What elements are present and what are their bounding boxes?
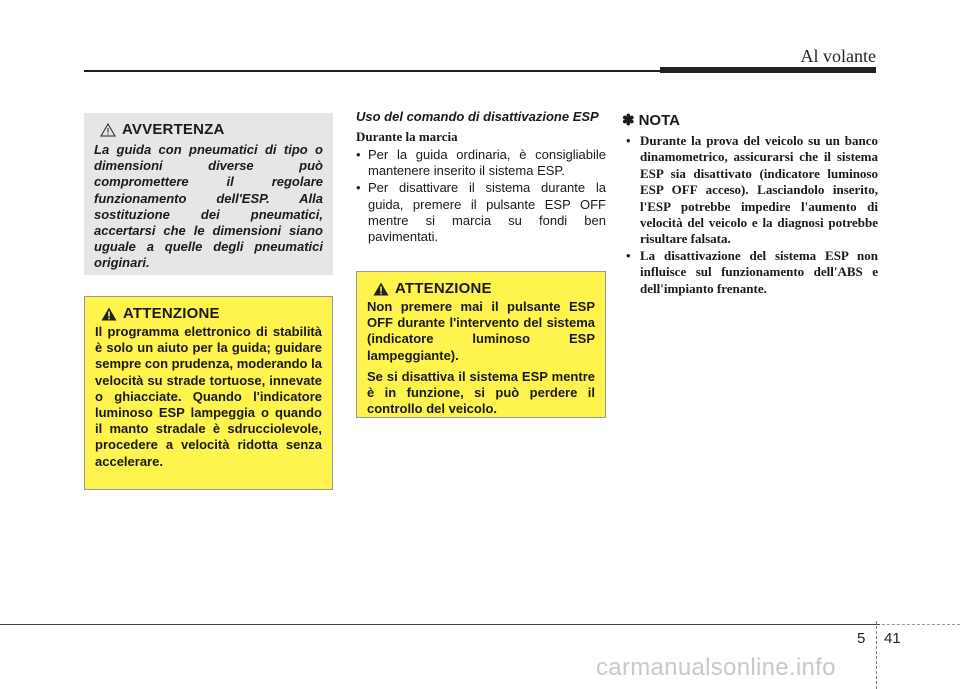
caution-title: ATTENZIONE xyxy=(395,280,492,297)
warning-triangle-filled-icon xyxy=(373,282,389,296)
nota-title: NOTA xyxy=(638,111,680,129)
nota-list xyxy=(622,133,878,297)
caution-header xyxy=(101,305,322,322)
warning-box xyxy=(84,113,333,275)
warning-triangle-outline-icon xyxy=(100,123,116,137)
caution-title: ATTENZIONE xyxy=(123,305,220,322)
chapter-number: 5 xyxy=(857,630,866,647)
list-item: • Per disattivare il sistema durante la guida, premere il pulsante ESP OFF mentre si marcia su fondi ben pavimentati. xyxy=(356,180,606,245)
footer-rule-solid xyxy=(0,624,880,625)
asterisk-icon: ✽ xyxy=(622,112,635,129)
caution-box-middle xyxy=(356,271,606,418)
warning-title: AVVERTENZA xyxy=(122,121,225,138)
page-number-divider xyxy=(876,621,878,689)
caution-paragraph: Non premere mai il pulsante ESP OFF durante l'intervento del sistema (indicatore luminoso ESP lampeggiante). xyxy=(367,299,595,363)
caution-paragraph: Se si disattiva il sistema ESP mentre è in funzione, si può perdere il controllo del veicolo. xyxy=(367,368,595,417)
watermark: carmanualsonline.info xyxy=(596,654,836,681)
esp-off-section xyxy=(356,110,606,246)
nota-header xyxy=(622,111,878,129)
header-rule xyxy=(84,70,660,72)
caution-header xyxy=(373,280,595,297)
page-number: 41 xyxy=(884,630,901,647)
section-title: Uso del comando di disattivazione ESP xyxy=(356,109,599,124)
warning-header xyxy=(100,121,323,138)
nota-section xyxy=(622,111,878,297)
list-item: • Durante la prova del veicolo su un banco dinamometrico, assicurarsi che il sistema ESP sia disattivato (indicatore luminoso ESP OFF acceso). Lasciandolo inserito, l'ESP potrebbe impedire l'aumento di velocità del veicolo e la diagnosi potrebbe risultare falsata. xyxy=(626,133,878,247)
section-bullets xyxy=(356,147,606,245)
warning-text: La guida con pneumatici di tipo o dimensioni diverse può compromettere il regolare funzionamento dell'ESP. Alla sostituzione dei pneumatici, accertarsi che le dimensioni siano uguale a quelle degli pneumatici originari. xyxy=(94,142,323,271)
section-subtitle: Durante la marcia xyxy=(356,129,458,144)
list-item: • Per la guida ordinaria, è consigliabile mantenere inserito il sistema ESP. xyxy=(356,147,606,179)
page-header-title: Al volante xyxy=(800,46,876,66)
warning-triangle-filled-icon xyxy=(101,307,117,321)
list-item: • La disattivazione del sistema ESP non influisce sul funzionamento dell'ABS e dell'impianto frenante. xyxy=(626,247,878,296)
caution-text: Il programma elettronico di stabilità è solo un aiuto per la guida; guidare sempre con prudenza, moderando la velocità su strade tortuose, innevate o ghiacciate. Quando l'indicatore luminoso ESP lampeggia o quando il manto stradale è sdrucciolevole, procedere a velocità ridotta senza accelerare. xyxy=(95,324,322,469)
header-rule-accent xyxy=(660,67,876,73)
caution-box-left xyxy=(84,296,333,490)
